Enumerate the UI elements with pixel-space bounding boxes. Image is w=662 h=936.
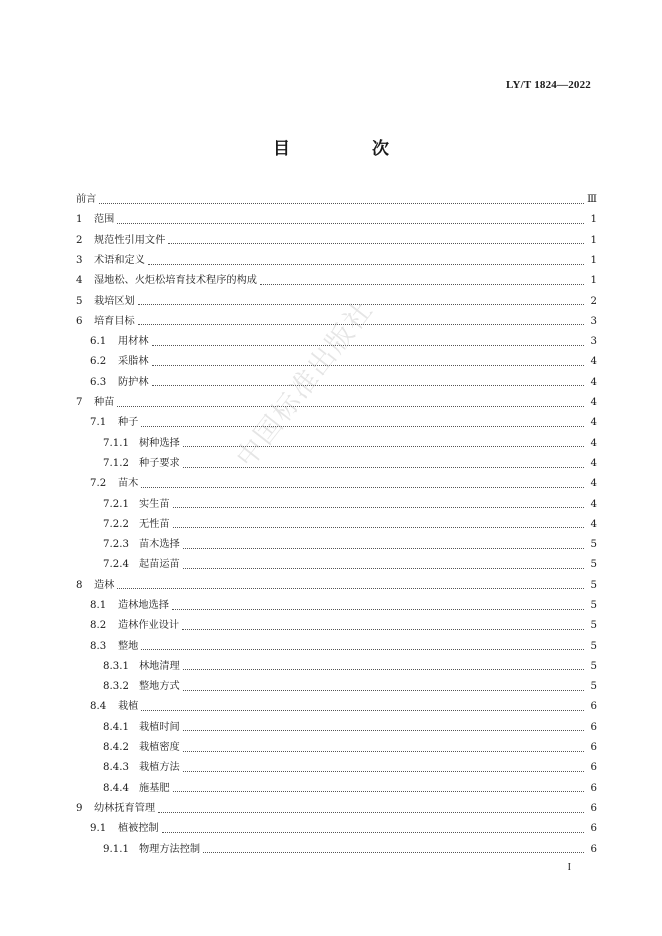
toc-leader-dots (141, 487, 584, 488)
toc-entry[interactable] (76, 231, 597, 251)
toc-entry-number: 6.1 (90, 336, 107, 348)
toc-entry-title: 培育目标 (94, 315, 135, 327)
toc-entry-title: 用材林 (118, 336, 149, 348)
toc-entry-number: 6.3 (90, 376, 107, 388)
toc-entry[interactable] (76, 291, 597, 311)
toc-entry[interactable] (76, 494, 597, 514)
toc-entry-number: 4 (76, 275, 83, 287)
toc-entry-page: 4 (590, 498, 597, 510)
toc-entry-page: 4 (590, 397, 597, 409)
toc-entry[interactable] (76, 819, 597, 839)
toc-leader-dots (183, 669, 584, 670)
toc-entry-title: 规范性引用文件 (94, 234, 166, 246)
toc-entry-number: 9 (76, 802, 83, 814)
toc-entry-number: 8 (76, 579, 83, 591)
toc-entry-title: 造林地选择 (118, 599, 169, 611)
toc-entry-page: 6 (590, 802, 597, 814)
toc-leader-dots (99, 203, 584, 204)
toc-entry-number: 7.2.3 (103, 539, 129, 551)
toc-entry-title: 幼林抚育管理 (94, 802, 156, 814)
toc-entry-page: 5 (590, 620, 597, 632)
toc-entry-title: 术语和定义 (94, 254, 145, 266)
toc-entry[interactable] (76, 677, 597, 697)
toc-leader-dots (182, 629, 584, 630)
toc-leader-dots (183, 730, 584, 731)
toc-entry[interactable] (76, 393, 597, 413)
toc-entry-title: 造林 (94, 579, 115, 591)
toc-entry-number: 9.1.1 (103, 843, 129, 855)
toc-leader-dots (168, 243, 584, 244)
toc-entry-title: 湿地松、火炬松培育技术程序的构成 (94, 275, 257, 287)
toc-entry[interactable] (76, 210, 597, 230)
toc-entry[interactable] (76, 779, 597, 799)
toc-entry[interactable] (76, 190, 597, 210)
toc-entry-page: 5 (590, 559, 597, 571)
toc-entry-page: 3 (590, 336, 597, 348)
toc-leader-dots (183, 446, 584, 447)
toc-leader-dots (141, 426, 584, 427)
standard-code: LY/T 1824—2022 (505, 79, 591, 91)
toc-entry-title: 树种选择 (139, 437, 180, 449)
toc-entry-number: 7.2.2 (103, 518, 129, 530)
toc-entry-title: 栽培区划 (94, 295, 135, 307)
toc-leader-dots (152, 385, 584, 386)
toc-entry-number: 8.4.3 (103, 762, 129, 774)
toc-entry-page: 4 (590, 457, 597, 469)
toc-entry-page: 5 (590, 660, 597, 672)
toc-entry-title: 种苗 (94, 397, 115, 409)
toc-entry-page: 5 (590, 579, 597, 591)
toc-entry[interactable] (76, 515, 597, 535)
toc-leader-dots (138, 324, 584, 325)
toc-entry[interactable] (76, 637, 597, 657)
toc-entry-page: 6 (590, 701, 597, 713)
toc-entry-page: 1 (590, 234, 597, 246)
toc-leader-dots (173, 791, 584, 792)
toc-entry-title: 实生苗 (139, 498, 170, 510)
toc-entry-number: 8.4.4 (103, 782, 129, 794)
toc-leader-dots (183, 771, 584, 772)
toc-entry-number: 8.3.2 (103, 681, 129, 693)
toc-entry[interactable] (76, 251, 597, 271)
toc-entry-page: 4 (590, 356, 597, 368)
toc-entry[interactable] (76, 616, 597, 636)
toc-entry[interactable] (76, 596, 597, 616)
toc-entry[interactable] (76, 758, 597, 778)
toc-entry[interactable] (76, 434, 597, 454)
toc-entry-page: 6 (590, 823, 597, 835)
toc-entry-title: 苗木 (118, 478, 139, 490)
toc-entry-number: 7.1.2 (103, 457, 129, 469)
toc-entry-page: 4 (590, 478, 597, 490)
toc-entry-title: 造林作业设计 (118, 620, 180, 632)
toc-entry-title: 种子要求 (139, 457, 180, 469)
toc-entry-page: 5 (590, 539, 597, 551)
toc-entry-page: 6 (590, 742, 597, 754)
toc-entry[interactable] (76, 271, 597, 291)
toc-leader-dots (117, 588, 584, 589)
toc-entry[interactable] (76, 535, 597, 555)
toc-entry[interactable] (76, 352, 597, 372)
toc-entry-number: 9.1 (90, 823, 107, 835)
toc-entry-page: Ⅲ (587, 194, 597, 206)
toc-entry-page: 6 (590, 762, 597, 774)
toc-entry-number: 7.1 (90, 417, 107, 429)
toc-entry-title: 起苗运苗 (139, 559, 180, 571)
toc-entry[interactable] (76, 555, 597, 575)
toc-entry-page: 1 (590, 214, 597, 226)
toc-leader-dots (183, 690, 584, 691)
toc-leader-dots (183, 751, 584, 752)
toc-entry-title: 栽植密度 (139, 742, 180, 754)
toc-entry[interactable] (76, 373, 597, 393)
toc-entry-page: 4 (590, 417, 597, 429)
toc-entry-page: 6 (590, 721, 597, 733)
toc-entry-title: 防护林 (118, 376, 149, 388)
toc-entry[interactable] (76, 697, 597, 717)
toc-leader-dots (173, 527, 584, 528)
toc-entry-page: 1 (590, 254, 597, 266)
toc-entry[interactable] (76, 312, 597, 332)
toc-leader-dots (203, 852, 584, 853)
toc-entry-title: 栽植方法 (139, 762, 180, 774)
toc-entry[interactable] (76, 718, 597, 738)
toc-entry-title: 林地清理 (139, 660, 180, 672)
toc-entry[interactable] (76, 738, 597, 758)
toc-entry-number: 2 (76, 234, 83, 246)
toc-entry-page: 5 (590, 640, 597, 652)
toc-leader-dots (183, 568, 584, 569)
toc-entry-title: 植被控制 (118, 823, 159, 835)
toc-entry-title: 栽植 (118, 701, 139, 713)
toc-entry-page: 6 (590, 843, 597, 855)
toc-entry-number: 8.4.1 (103, 721, 129, 733)
toc-leader-dots (152, 345, 584, 346)
toc-entry-title: 种子 (118, 417, 139, 429)
toc-entry-page: 5 (590, 681, 597, 693)
toc-entry-page: 5 (590, 599, 597, 611)
toc-entry-number: 7.1.1 (103, 437, 129, 449)
toc-entry-page: 6 (590, 782, 597, 794)
toc-entry-number: 7 (76, 397, 83, 409)
toc-leader-dots (148, 264, 584, 265)
toc-leader-dots (152, 365, 584, 366)
toc-leader-dots (141, 710, 584, 711)
toc-entry-number: 8.3.1 (103, 660, 129, 672)
toc-leader-dots (158, 812, 584, 813)
toc-leader-dots (173, 507, 584, 508)
toc-entry[interactable] (76, 576, 597, 596)
toc-entry[interactable] (76, 332, 597, 352)
toc-entry-number: 5 (76, 295, 83, 307)
toc-entry-title: 范围 (94, 214, 115, 226)
toc-entry-page: 4 (590, 437, 597, 449)
toc-entry-title: 栽植时间 (139, 721, 180, 733)
toc-leader-dots (117, 406, 584, 407)
toc-entry-page: 2 (590, 295, 597, 307)
toc-entry-number: 8.4 (90, 701, 107, 713)
toc-leader-dots (141, 649, 584, 650)
toc-entry-title: 整地方式 (139, 681, 180, 693)
toc-entry-page: 4 (590, 376, 597, 388)
toc-entry-page: 1 (590, 275, 597, 287)
page-title: 目 次 (273, 139, 427, 159)
toc-leader-dots (162, 832, 584, 833)
toc-entry-number: 6.2 (90, 356, 107, 368)
toc-entry-number: 8.2 (90, 620, 107, 632)
toc-entry-number: 6 (76, 315, 83, 327)
toc-leader-dots (138, 304, 584, 305)
toc-entry-page: 3 (590, 315, 597, 327)
toc-entry-title: 物理方法控制 (139, 843, 201, 855)
toc-leader-dots (183, 548, 584, 549)
toc-entry[interactable] (76, 413, 597, 433)
toc-entry[interactable] (76, 799, 597, 819)
toc-entry-number: 8.3 (90, 640, 107, 652)
toc-entry-number: 8.4.2 (103, 742, 129, 754)
toc-leader-dots (172, 609, 584, 610)
toc-leader-dots (260, 284, 584, 285)
toc-entry-title: 无性苗 (139, 518, 170, 530)
toc-entry-title: 施基肥 (139, 782, 170, 794)
toc-entry-number: 7.2 (90, 478, 107, 490)
toc-entry[interactable] (76, 657, 597, 677)
toc-entry[interactable] (76, 454, 597, 474)
watermark: 中国标准出版社 (230, 294, 380, 474)
toc-entry-number: 7.2.4 (103, 559, 129, 571)
toc-entry-title: 整地 (118, 640, 139, 652)
toc-entry-title: 采脂林 (118, 356, 149, 368)
toc-entry-page: 4 (590, 518, 597, 530)
toc-entry-number: 8.1 (90, 599, 107, 611)
toc-entry-number: 7.2.1 (103, 498, 129, 510)
toc-entry-title: 前言 (76, 194, 97, 206)
toc-entry-number: 1 (76, 214, 83, 226)
toc-leader-dots (183, 467, 584, 468)
page-number: I (567, 862, 571, 873)
toc-entry[interactable] (76, 840, 597, 860)
toc-entry[interactable] (76, 474, 597, 494)
toc-entry-title: 苗木选择 (139, 539, 180, 551)
table-of-contents (76, 190, 597, 860)
toc-leader-dots (117, 223, 584, 224)
toc-entry-number: 3 (76, 254, 83, 266)
